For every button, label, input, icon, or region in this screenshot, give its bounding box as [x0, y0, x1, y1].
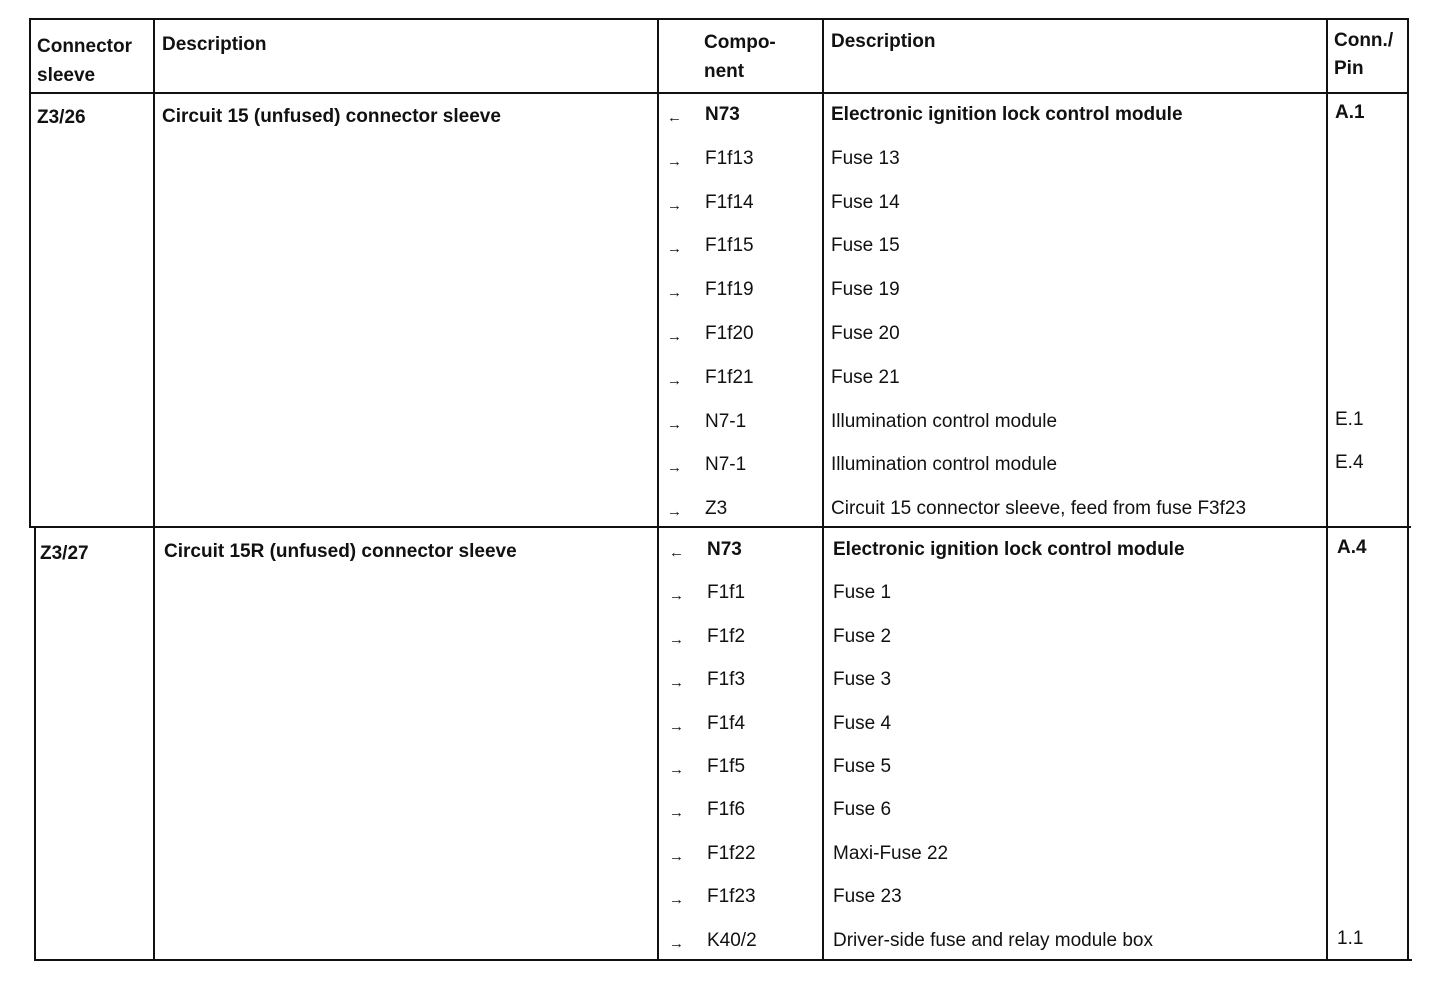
direction-arrow-icon: → [669, 804, 684, 821]
component-description: Fuse 15 [831, 235, 900, 256]
direction-arrow-icon: → [667, 372, 682, 389]
component-description: Fuse 13 [831, 148, 900, 169]
direction-arrow-icon: → [667, 503, 682, 520]
component-id: N7-1 [705, 411, 747, 432]
component-id: F1f14 [705, 192, 754, 213]
component-id: F1f20 [705, 323, 754, 344]
component-id: F1f19 [705, 279, 754, 300]
component-description: Fuse 23 [833, 886, 902, 907]
direction-arrow-icon: → [667, 240, 682, 257]
header-component-line1: Compo- [704, 32, 776, 53]
header-component-description: Description [831, 31, 936, 52]
component-description: Fuse 20 [831, 323, 900, 344]
direction-arrow-icon: → [669, 674, 684, 691]
conn-pin: E.4 [1335, 452, 1364, 473]
component-id: F1f21 [705, 367, 754, 388]
component-description: Illumination control module [831, 411, 1058, 432]
component-id: F1f6 [707, 799, 746, 820]
component-description: Electronic ignition lock control module [831, 104, 1183, 125]
group-divider [29, 526, 1411, 528]
component-description: Maxi-Fuse 22 [833, 843, 949, 864]
component-id: F1f5 [707, 756, 746, 777]
component-description: Fuse 19 [831, 279, 900, 300]
direction-arrow-icon: → [669, 891, 684, 908]
sleeve-id: Z3/26 [37, 107, 86, 128]
conn-pin: E.1 [1335, 409, 1364, 430]
sleeve-description: Circuit 15 (unfused) connector sleeve [162, 106, 501, 127]
component-description: Fuse 21 [831, 367, 900, 388]
component-description: Electronic ignition lock control module [833, 539, 1185, 560]
column-rule-right [1407, 18, 1409, 961]
column-rule-left [29, 18, 31, 526]
column-rule-description [657, 18, 659, 961]
header-connector-sleeve-line2: sleeve [37, 65, 96, 86]
direction-arrow-icon: → [669, 848, 684, 865]
column-rule-left-lower [34, 526, 36, 961]
direction-arrow-icon: → [669, 761, 684, 778]
component-id: F1f3 [707, 669, 746, 690]
component-id: F1f13 [705, 148, 754, 169]
conn-pin: 1.1 [1337, 928, 1364, 949]
direction-arrow-icon: → [667, 416, 682, 433]
column-rule-sleeve [153, 18, 155, 961]
component-id: N7-1 [705, 454, 747, 475]
component-id: F1f15 [705, 235, 754, 256]
conn-pin: A.1 [1335, 102, 1365, 123]
component-description: Illumination control module [831, 454, 1058, 475]
component-description: Circuit 15 connector sleeve, feed from fuse F3f23 [831, 498, 1247, 519]
conn-pin: A.4 [1337, 537, 1367, 558]
header-connector-sleeve-line1: Connector [37, 36, 132, 57]
component-description: Fuse 14 [831, 192, 900, 213]
direction-arrow-icon: → [667, 459, 682, 476]
component-description: Fuse 6 [833, 799, 892, 820]
direction-arrow-icon: → [667, 197, 682, 214]
component-id: F1f22 [707, 843, 756, 864]
header-conn-pin-line2: Pin [1334, 58, 1364, 79]
direction-arrow-icon: → [667, 284, 682, 301]
table-border-bottom [36, 959, 1412, 961]
header-description: Description [162, 34, 267, 55]
component-id: F1f23 [707, 886, 756, 907]
direction-arrow-icon: → [667, 153, 682, 170]
component-id: F1f2 [707, 626, 746, 647]
sleeve-id: Z3/27 [40, 543, 89, 564]
component-id: N73 [705, 104, 740, 125]
sleeve-description: Circuit 15R (unfused) connector sleeve [164, 541, 517, 562]
component-description: Driver-side fuse and relay module box [833, 930, 1153, 951]
component-id: N73 [707, 539, 742, 560]
direction-arrow-icon: → [669, 631, 684, 648]
direction-arrow-icon: → [669, 718, 684, 735]
component-id: F1f1 [707, 582, 746, 603]
direction-arrow-icon: → [669, 935, 684, 952]
component-id: Z3 [705, 498, 728, 519]
component-description: Fuse 3 [833, 669, 892, 690]
header-conn-pin-line1: Conn./ [1334, 30, 1394, 51]
component-id: F1f4 [707, 713, 746, 734]
component-description: Fuse 1 [833, 582, 892, 603]
direction-arrow-icon: → [669, 587, 684, 604]
header-component-line2: nent [704, 61, 745, 82]
component-description: Fuse 4 [833, 713, 892, 734]
direction-arrow-icon: ← [669, 544, 684, 561]
column-rule-component [822, 18, 824, 961]
table-border-top [29, 18, 1409, 20]
column-rule-comp-description [1326, 18, 1328, 961]
component-description: Fuse 5 [833, 756, 892, 777]
header-divider [29, 92, 1409, 94]
component-description: Fuse 2 [833, 626, 892, 647]
direction-arrow-icon: → [667, 328, 682, 345]
direction-arrow-icon: ← [667, 109, 682, 126]
component-id: K40/2 [707, 930, 757, 951]
